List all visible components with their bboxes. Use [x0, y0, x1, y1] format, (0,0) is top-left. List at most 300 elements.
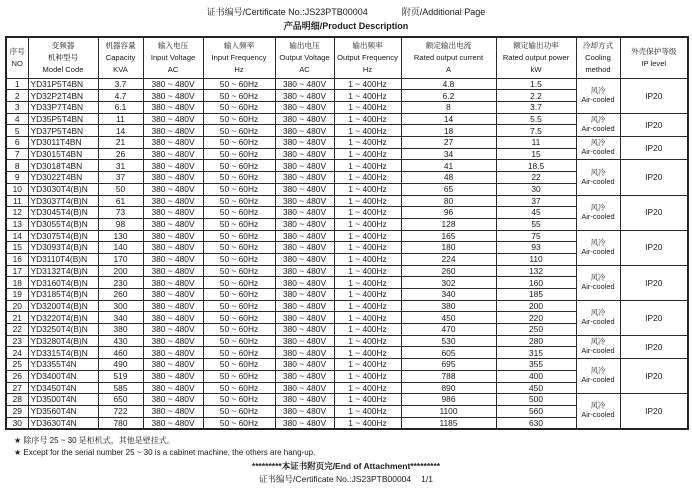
cell-output-frequency: 1 ~ 400Hz — [334, 160, 401, 172]
cell-power: 75 — [496, 230, 576, 242]
cell-no: 6 — [6, 137, 28, 149]
cell-no: 9 — [6, 172, 28, 184]
cell-power: 5.5 — [496, 113, 576, 125]
cell-ip-level: IP20 — [620, 160, 688, 195]
cell-power: 200 — [496, 300, 576, 312]
section-title: 产品明细/Product Description — [283, 20, 409, 31]
cell-input-voltage: 380 ~ 480V — [143, 90, 203, 102]
cell-output-frequency: 1 ~ 400Hz — [334, 195, 401, 207]
cell-current: 380 — [401, 300, 496, 312]
cell-input-voltage: 380 ~ 480V — [143, 347, 203, 359]
cell-current: 6.2 — [401, 90, 496, 102]
cell-cooling-method: 风冷 Air-cooled — [576, 300, 620, 335]
cell-input-voltage: 380 ~ 480V — [143, 230, 203, 242]
column-header-ip-level: 外壳保护等级 IP level — [620, 37, 688, 78]
table-row — [6, 265, 688, 277]
cell-model: YD3500T4N — [28, 394, 98, 406]
cell-power: 45 — [496, 207, 576, 219]
cell-input-voltage: 380 ~ 480V — [143, 359, 203, 371]
cell-current: 450 — [401, 312, 496, 324]
cell-power: 37 — [496, 195, 576, 207]
cell-output-frequency: 1 ~ 400Hz — [334, 218, 401, 230]
cell-output-frequency: 1 ~ 400Hz — [334, 125, 401, 137]
cell-output-voltage: 380 ~ 480V — [275, 417, 334, 429]
cell-no: 30 — [6, 417, 28, 429]
cell-input-frequency: 50 ~ 60Hz — [203, 382, 275, 394]
cell-input-frequency: 50 ~ 60Hz — [203, 242, 275, 254]
page-number: 1/1 — [421, 474, 433, 485]
cell-model: YD35P5T4BN — [28, 113, 98, 125]
cell-current: 14 — [401, 113, 496, 125]
cell-cooling-method: 风冷 Air-cooled — [576, 359, 620, 394]
cell-capacity: 4.7 — [98, 90, 143, 102]
footnote-en: ★ Except for the serial number 25 ~ 30 is a cabinet machine, the others are hang-up. — [14, 447, 316, 457]
cell-output-frequency: 1 ~ 400Hz — [334, 312, 401, 324]
cell-ip-level: IP20 — [620, 113, 688, 136]
cell-no: 4 — [6, 113, 28, 125]
cell-ip-level: IP20 — [620, 394, 688, 430]
cell-output-voltage: 380 ~ 480V — [275, 359, 334, 371]
cell-cooling-method: 风冷 Air-cooled — [576, 78, 620, 113]
cell-capacity: 37 — [98, 172, 143, 184]
cell-no: 13 — [6, 218, 28, 230]
cell-current: 18 — [401, 125, 496, 137]
table-row — [6, 230, 688, 242]
cell-capacity: 340 — [98, 312, 143, 324]
cell-output-voltage: 380 ~ 480V — [275, 265, 334, 277]
cell-model: YD3037T4(B)N — [28, 195, 98, 207]
cell-current: 788 — [401, 370, 496, 382]
cell-capacity: 14 — [98, 125, 143, 137]
cell-ip-level: IP20 — [620, 359, 688, 394]
cell-cooling-method: 风冷 Air-cooled — [576, 137, 620, 160]
cell-output-voltage: 380 ~ 480V — [275, 382, 334, 394]
cell-model: YD3015T4BN — [28, 148, 98, 160]
cell-output-frequency: 1 ~ 400Hz — [334, 137, 401, 149]
footnotes — [14, 435, 692, 458]
cell-current: 260 — [401, 265, 496, 277]
cell-no: 14 — [6, 230, 28, 242]
cell-input-frequency: 50 ~ 60Hz — [203, 78, 275, 90]
cell-model: YD3110T4(B)N — [28, 253, 98, 265]
cell-current: 695 — [401, 359, 496, 371]
cell-input-voltage: 380 ~ 480V — [143, 78, 203, 90]
cell-output-frequency: 1 ~ 400Hz — [334, 78, 401, 90]
cell-no: 16 — [6, 253, 28, 265]
cell-output-voltage: 380 ~ 480V — [275, 113, 334, 125]
cell-input-frequency: 50 ~ 60Hz — [203, 253, 275, 265]
cell-model: YD3030T4(B)N — [28, 183, 98, 195]
cell-model: YD3560T4N — [28, 405, 98, 417]
cell-input-voltage: 380 ~ 480V — [143, 137, 203, 149]
table-row — [6, 359, 688, 371]
cell-no: 2 — [6, 90, 28, 102]
cell-no: 28 — [6, 394, 28, 406]
cell-input-frequency: 50 ~ 60Hz — [203, 417, 275, 429]
cell-capacity: 130 — [98, 230, 143, 242]
cell-capacity: 200 — [98, 265, 143, 277]
cell-no: 29 — [6, 405, 28, 417]
cell-model: YD3093T4(B)N — [28, 242, 98, 254]
cell-model: YD3400T4N — [28, 370, 98, 382]
cell-output-frequency: 1 ~ 400Hz — [334, 113, 401, 125]
cell-power: 355 — [496, 359, 576, 371]
cell-model: YD3250T4(B)N — [28, 324, 98, 336]
footnote-zh: ★ 除序号 25 ~ 30 是柜机式，其他是壁挂式。 — [14, 436, 175, 446]
cell-input-frequency: 50 ~ 60Hz — [203, 370, 275, 382]
cell-input-frequency: 50 ~ 60Hz — [203, 218, 275, 230]
cell-current: 4.8 — [401, 78, 496, 90]
cell-output-frequency: 1 ~ 400Hz — [334, 335, 401, 347]
cell-input-frequency: 50 ~ 60Hz — [203, 183, 275, 195]
cell-output-frequency: 1 ~ 400Hz — [334, 242, 401, 254]
cell-capacity: 140 — [98, 242, 143, 254]
cell-capacity: 430 — [98, 335, 143, 347]
table-row — [6, 195, 688, 207]
cell-model: YD3022T4BN — [28, 172, 98, 184]
cell-capacity: 460 — [98, 347, 143, 359]
column-header-power: 额定输出功率 Rated output power kW — [496, 37, 576, 78]
cell-output-frequency: 1 ~ 400Hz — [334, 289, 401, 301]
cell-output-voltage: 380 ~ 480V — [275, 335, 334, 347]
cell-capacity: 585 — [98, 382, 143, 394]
cell-input-voltage: 380 ~ 480V — [143, 102, 203, 114]
cell-capacity: 26 — [98, 148, 143, 160]
cell-capacity: 3.7 — [98, 78, 143, 90]
cell-power: 500 — [496, 394, 576, 406]
cell-no: 19 — [6, 289, 28, 301]
cell-current: 605 — [401, 347, 496, 359]
cell-output-voltage: 380 ~ 480V — [275, 125, 334, 137]
cell-input-voltage: 380 ~ 480V — [143, 324, 203, 336]
cell-no: 5 — [6, 125, 28, 137]
cell-no: 8 — [6, 160, 28, 172]
header-row — [6, 37, 688, 78]
cell-model: YD3220T4(B)N — [28, 312, 98, 324]
cell-input-voltage: 380 ~ 480V — [143, 242, 203, 254]
cell-ip-level: IP20 — [620, 78, 688, 113]
cell-output-voltage: 380 ~ 480V — [275, 289, 334, 301]
table-body — [6, 78, 688, 429]
cell-ip-level: IP20 — [620, 335, 688, 358]
cell-current: 224 — [401, 253, 496, 265]
cell-no: 15 — [6, 242, 28, 254]
cell-power: 55 — [496, 218, 576, 230]
cell-ip-level: IP20 — [620, 195, 688, 230]
cell-output-frequency: 1 ~ 400Hz — [334, 347, 401, 359]
cell-no: 18 — [6, 277, 28, 289]
page-header — [0, 0, 692, 32]
cell-no: 24 — [6, 347, 28, 359]
cell-cooling-method: 风冷 Air-cooled — [576, 335, 620, 358]
cell-model: YD33P7T4BN — [28, 102, 98, 114]
cell-capacity: 61 — [98, 195, 143, 207]
cell-current: 530 — [401, 335, 496, 347]
cell-output-voltage: 380 ~ 480V — [275, 218, 334, 230]
cell-input-voltage: 380 ~ 480V — [143, 195, 203, 207]
cell-output-frequency: 1 ~ 400Hz — [334, 230, 401, 242]
cell-power: 250 — [496, 324, 576, 336]
cell-input-frequency: 50 ~ 60Hz — [203, 137, 275, 149]
cell-output-frequency: 1 ~ 400Hz — [334, 417, 401, 429]
cell-power: 93 — [496, 242, 576, 254]
cell-output-frequency: 1 ~ 400Hz — [334, 324, 401, 336]
table-row — [6, 113, 688, 125]
cell-capacity: 650 — [98, 394, 143, 406]
column-header-output-frequency: 输出频率 Output Frequency Hz — [334, 37, 401, 78]
cell-output-frequency: 1 ~ 400Hz — [334, 90, 401, 102]
cell-power: 450 — [496, 382, 576, 394]
cell-input-voltage: 380 ~ 480V — [143, 265, 203, 277]
cell-input-frequency: 50 ~ 60Hz — [203, 160, 275, 172]
cell-current: 48 — [401, 172, 496, 184]
cell-capacity: 98 — [98, 218, 143, 230]
cell-power: 160 — [496, 277, 576, 289]
cell-power: 185 — [496, 289, 576, 301]
cell-input-voltage: 380 ~ 480V — [143, 183, 203, 195]
cell-capacity: 6.1 — [98, 102, 143, 114]
cell-input-frequency: 50 ~ 60Hz — [203, 300, 275, 312]
cell-capacity: 722 — [98, 405, 143, 417]
cell-no: 12 — [6, 207, 28, 219]
cell-current: 986 — [401, 394, 496, 406]
cell-output-voltage: 380 ~ 480V — [275, 347, 334, 359]
cell-output-voltage: 380 ~ 480V — [275, 195, 334, 207]
cell-output-voltage: 380 ~ 480V — [275, 102, 334, 114]
cell-output-frequency: 1 ~ 400Hz — [334, 405, 401, 417]
cell-output-frequency: 1 ~ 400Hz — [334, 265, 401, 277]
cell-model: YD3200T4(B)N — [28, 300, 98, 312]
cell-cooling-method: 风冷 Air-cooled — [576, 265, 620, 300]
cell-input-voltage: 380 ~ 480V — [143, 405, 203, 417]
cell-model: YD3315T4(B)N — [28, 347, 98, 359]
cell-input-frequency: 50 ~ 60Hz — [203, 207, 275, 219]
cell-output-frequency: 1 ~ 400Hz — [334, 183, 401, 195]
cell-power: 560 — [496, 405, 576, 417]
cell-input-voltage: 380 ~ 480V — [143, 417, 203, 429]
cell-ip-level: IP20 — [620, 300, 688, 335]
cell-power: 15 — [496, 148, 576, 160]
cell-no: 26 — [6, 370, 28, 382]
cell-model: YD3280T4(B)N — [28, 335, 98, 347]
certificate-number-line — [0, 7, 692, 19]
column-header-input-voltage: 输入电压 Input Voltage AC — [143, 37, 203, 78]
cell-input-voltage: 380 ~ 480V — [143, 113, 203, 125]
cell-input-voltage: 380 ~ 480V — [143, 253, 203, 265]
cell-input-frequency: 50 ~ 60Hz — [203, 102, 275, 114]
cell-power: 3.7 — [496, 102, 576, 114]
column-header-cooling: 冷却方式 Cooling method — [576, 37, 620, 78]
cell-current: 180 — [401, 242, 496, 254]
cell-input-frequency: 50 ~ 60Hz — [203, 265, 275, 277]
cell-output-frequency: 1 ~ 400Hz — [334, 277, 401, 289]
cell-capacity: 21 — [98, 137, 143, 149]
cell-model: YD3185T4(B)N — [28, 289, 98, 301]
cell-output-voltage: 380 ~ 480V — [275, 312, 334, 324]
cell-current: 302 — [401, 277, 496, 289]
cell-no: 3 — [6, 102, 28, 114]
cell-capacity: 260 — [98, 289, 143, 301]
cell-model: YD3132T4(B)N — [28, 265, 98, 277]
cell-input-voltage: 380 ~ 480V — [143, 300, 203, 312]
cell-output-frequency: 1 ~ 400Hz — [334, 172, 401, 184]
cell-input-frequency: 50 ~ 60Hz — [203, 90, 275, 102]
cell-input-frequency: 50 ~ 60Hz — [203, 148, 275, 160]
table-row — [6, 137, 688, 149]
table-row — [6, 335, 688, 347]
cell-model: YD3450T4N — [28, 382, 98, 394]
cell-output-frequency: 1 ~ 400Hz — [334, 102, 401, 114]
cell-power: 280 — [496, 335, 576, 347]
column-header-no: 序号 NO — [6, 37, 28, 78]
cell-current: 8 — [401, 102, 496, 114]
table-row — [6, 394, 688, 406]
cell-input-voltage: 380 ~ 480V — [143, 312, 203, 324]
cell-current: 96 — [401, 207, 496, 219]
cell-output-voltage: 380 ~ 480V — [275, 183, 334, 195]
footer-certificate-line — [0, 473, 692, 485]
cell-capacity: 490 — [98, 359, 143, 371]
cell-current: 1100 — [401, 405, 496, 417]
cell-output-voltage: 380 ~ 480V — [275, 160, 334, 172]
cell-current: 34 — [401, 148, 496, 160]
cell-input-frequency: 50 ~ 60Hz — [203, 230, 275, 242]
cell-no: 11 — [6, 195, 28, 207]
cell-current: 128 — [401, 218, 496, 230]
cell-power: 110 — [496, 253, 576, 265]
cell-current: 65 — [401, 183, 496, 195]
cell-output-voltage: 380 ~ 480V — [275, 172, 334, 184]
cell-input-frequency: 50 ~ 60Hz — [203, 113, 275, 125]
cell-output-voltage: 380 ~ 480V — [275, 90, 334, 102]
cell-output-voltage: 380 ~ 480V — [275, 137, 334, 149]
cell-output-voltage: 380 ~ 480V — [275, 324, 334, 336]
cell-no: 17 — [6, 265, 28, 277]
column-header-input-frequency: 输入频率 Input Frequency Hz — [203, 37, 275, 78]
cell-output-frequency: 1 ~ 400Hz — [334, 207, 401, 219]
cell-output-voltage: 380 ~ 480V — [275, 230, 334, 242]
cell-power: 220 — [496, 312, 576, 324]
footer-certificate-number: 证书编号/Certificate No.:JS23PTB00004 — [259, 474, 412, 485]
cell-input-frequency: 50 ~ 60Hz — [203, 125, 275, 137]
cell-capacity: 31 — [98, 160, 143, 172]
cell-model: YD3355T4N — [28, 359, 98, 371]
end-of-attachment-text: *********本证书附页完/End of Attachment********* — [251, 461, 441, 472]
end-of-attachment-line — [0, 460, 692, 472]
cell-ip-level: IP20 — [620, 137, 688, 160]
table-row — [6, 300, 688, 312]
cell-output-frequency: 1 ~ 400Hz — [334, 148, 401, 160]
product-description-table — [5, 36, 689, 430]
cell-power: 630 — [496, 417, 576, 429]
cell-input-voltage: 380 ~ 480V — [143, 382, 203, 394]
cell-no: 10 — [6, 183, 28, 195]
cell-no: 22 — [6, 324, 28, 336]
cell-current: 165 — [401, 230, 496, 242]
cell-input-voltage: 380 ~ 480V — [143, 370, 203, 382]
cell-capacity: 300 — [98, 300, 143, 312]
cell-current: 890 — [401, 382, 496, 394]
cell-output-frequency: 1 ~ 400Hz — [334, 394, 401, 406]
cell-output-voltage: 380 ~ 480V — [275, 207, 334, 219]
cell-current: 1185 — [401, 417, 496, 429]
cell-capacity: 519 — [98, 370, 143, 382]
cell-input-frequency: 50 ~ 60Hz — [203, 335, 275, 347]
cell-output-voltage: 380 ~ 480V — [275, 78, 334, 90]
cell-capacity: 50 — [98, 183, 143, 195]
cell-input-voltage: 380 ~ 480V — [143, 148, 203, 160]
cell-power: 315 — [496, 347, 576, 359]
cell-capacity: 170 — [98, 253, 143, 265]
column-header-model: 变频器 机种型号 Model Code — [28, 37, 98, 78]
cell-model: YD3045T4(B)N — [28, 207, 98, 219]
cell-output-frequency: 1 ~ 400Hz — [334, 359, 401, 371]
cell-input-voltage: 380 ~ 480V — [143, 335, 203, 347]
cell-cooling-method: 风冷 Air-cooled — [576, 113, 620, 136]
cell-current: 41 — [401, 160, 496, 172]
cell-cooling-method: 风冷 Air-cooled — [576, 230, 620, 265]
cell-output-voltage: 380 ~ 480V — [275, 370, 334, 382]
cell-input-frequency: 50 ~ 60Hz — [203, 172, 275, 184]
cell-model: YD3011T4BN — [28, 137, 98, 149]
cell-output-frequency: 1 ~ 400Hz — [334, 253, 401, 265]
cell-input-frequency: 50 ~ 60Hz — [203, 277, 275, 289]
cell-output-frequency: 1 ~ 400Hz — [334, 382, 401, 394]
cell-input-frequency: 50 ~ 60Hz — [203, 289, 275, 301]
cell-input-frequency: 50 ~ 60Hz — [203, 405, 275, 417]
cell-cooling-method: 风冷 Air-cooled — [576, 195, 620, 230]
cell-ip-level: IP20 — [620, 230, 688, 265]
cell-input-voltage: 380 ~ 480V — [143, 172, 203, 184]
cell-current: 27 — [401, 137, 496, 149]
cell-output-voltage: 380 ~ 480V — [275, 277, 334, 289]
column-header-capacity: 机器容量 Capacity KVA — [98, 37, 143, 78]
cell-ip-level: IP20 — [620, 265, 688, 300]
cell-power: 132 — [496, 265, 576, 277]
cell-current: 470 — [401, 324, 496, 336]
cell-current: 340 — [401, 289, 496, 301]
cell-output-voltage: 380 ~ 480V — [275, 394, 334, 406]
cell-output-voltage: 380 ~ 480V — [275, 242, 334, 254]
cell-input-voltage: 380 ~ 480V — [143, 218, 203, 230]
cell-cooling-method: 风冷 Air-cooled — [576, 160, 620, 195]
cell-no: 27 — [6, 382, 28, 394]
cell-no: 7 — [6, 148, 28, 160]
cell-capacity: 780 — [98, 417, 143, 429]
cell-power: 18.5 — [496, 160, 576, 172]
table-row — [6, 78, 688, 90]
cell-capacity: 11 — [98, 113, 143, 125]
cell-input-frequency: 50 ~ 60Hz — [203, 359, 275, 371]
cell-input-frequency: 50 ~ 60Hz — [203, 195, 275, 207]
cell-model: YD3630T4N — [28, 417, 98, 429]
additional-page-label: 附页/Additional Page — [401, 7, 486, 17]
cell-power: 7.5 — [496, 125, 576, 137]
cell-input-frequency: 50 ~ 60Hz — [203, 312, 275, 324]
cell-output-frequency: 1 ~ 400Hz — [334, 370, 401, 382]
cell-input-voltage: 380 ~ 480V — [143, 160, 203, 172]
cell-model: YD3160T4(B)N — [28, 277, 98, 289]
cell-output-voltage: 380 ~ 480V — [275, 300, 334, 312]
cell-input-voltage: 380 ~ 480V — [143, 125, 203, 137]
cell-power: 22 — [496, 172, 576, 184]
cell-model: YD3055T4(B)N — [28, 218, 98, 230]
cell-output-frequency: 1 ~ 400Hz — [334, 300, 401, 312]
cell-input-frequency: 50 ~ 60Hz — [203, 347, 275, 359]
cell-input-frequency: 50 ~ 60Hz — [203, 324, 275, 336]
cell-no: 25 — [6, 359, 28, 371]
cell-capacity: 230 — [98, 277, 143, 289]
